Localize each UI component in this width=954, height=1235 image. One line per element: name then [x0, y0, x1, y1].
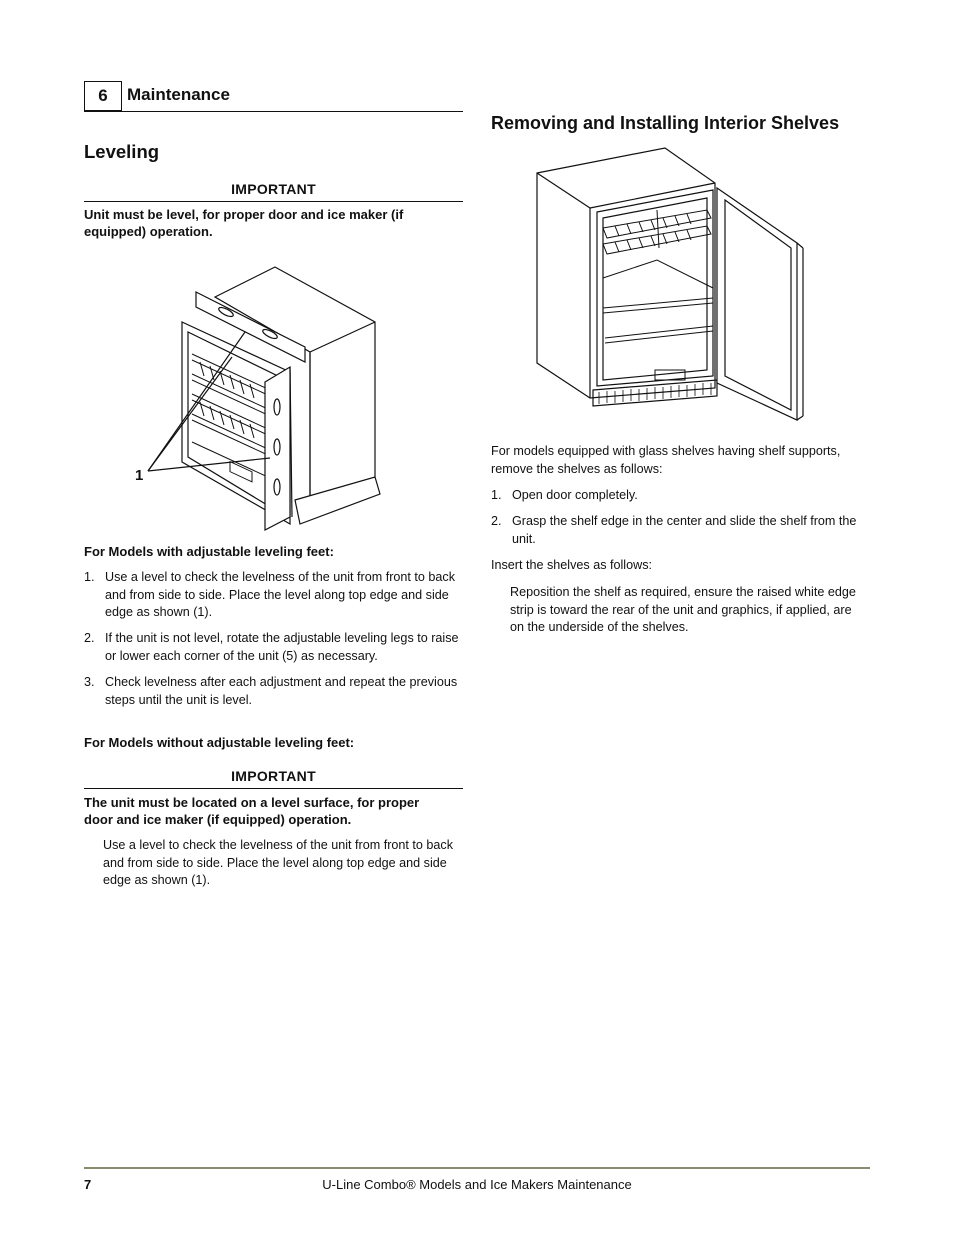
step-number: 2. — [84, 631, 95, 645]
adjustable-heading: For Models with adjustable leveling feet: — [84, 544, 334, 559]
shelves-intro: For models equipped with glass shelves having shelf supports, remove the shelves as follows: — [491, 444, 841, 476]
step-text: Check levelness after each adjustment and repeat the previous steps until the unit is level. — [105, 675, 458, 707]
section-title: Maintenance — [127, 85, 230, 104]
step-number: 1. — [491, 488, 502, 502]
without-heading: For Models without adjustable leveling feet: — [84, 735, 355, 750]
without-text: Use a level to check the levelness of the unit from front to back and from side to side. Place the level along top edge and side edge as shown (1). — [103, 838, 454, 887]
step-text: If the unit is not level, rotate the adjustable leveling legs to raise or lower each corner of the unit (5) as necessary. — [105, 631, 459, 663]
insert-intro: Insert the shelves as follows: — [491, 558, 652, 572]
figure-callout-1: 1 — [135, 467, 144, 484]
section-number: 6 — [84, 81, 122, 111]
step-text: Grasp the shelf edge in the center and slide the shelf from the unit. — [512, 514, 857, 546]
shelves-title: Removing and Installing Interior Shelves — [491, 113, 840, 133]
section-rule — [84, 111, 463, 112]
step-number: 1. — [84, 570, 95, 584]
page-number: 7 — [84, 1177, 92, 1192]
important-rule-1 — [84, 201, 463, 202]
adjustable-step-2 — [84, 630, 464, 666]
important-heading-1: IMPORTANT — [231, 181, 316, 197]
leveling-title: Leveling — [84, 141, 160, 162]
insert-text: Reposition the shelf as required, ensure the raised white edge strip is toward the rear of the unit and graphics, if applied, are on the underside of the shelves. — [510, 585, 856, 634]
important-text-2: The unit must be located on a level surface, for proper door and ice maker (if equipped) operation. — [84, 795, 420, 827]
important-heading-2: IMPORTANT — [231, 768, 316, 784]
step-text: Use a level to check the levelness of the unit from front to back and from side to side. Place the level along top edge and side edge as shown (1). — [105, 570, 456, 619]
footer-title: U-Line Combo® Models and Ice Makers Maintenance — [322, 1177, 632, 1192]
shelves-step-2 — [491, 513, 871, 549]
step-text: Open door completely. — [512, 488, 638, 502]
important-rule-2 — [84, 788, 463, 789]
step-number: 2. — [491, 514, 502, 528]
footer-rule — [84, 1167, 870, 1169]
leveling-figure — [130, 262, 380, 532]
important-text-1: Unit must be level, for proper door and ice maker (if equipped) operation. — [84, 207, 404, 239]
adjustable-step-1 — [84, 569, 464, 623]
shelves-figure — [535, 148, 805, 420]
adjustable-step-3 — [84, 674, 464, 710]
shelves-step-1 — [491, 487, 871, 505]
step-number: 3. — [84, 675, 95, 689]
